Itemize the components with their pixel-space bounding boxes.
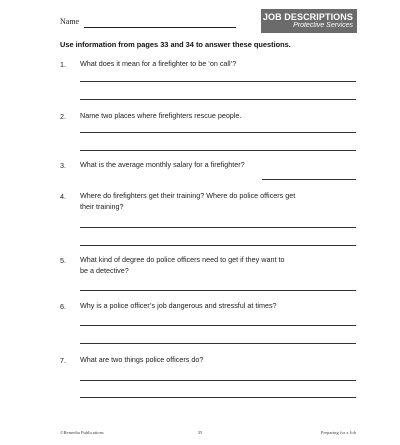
section-badge: [261, 9, 357, 33]
question-6-answer-line-2[interactable]: [80, 343, 356, 344]
question-7-answer-line-1[interactable]: [80, 380, 356, 381]
footer-book-title: Preparing for a Job: [320, 430, 356, 435]
question-2-answer-line-1[interactable]: [80, 132, 356, 133]
question-7-number: 7.: [60, 356, 66, 365]
name-label: Name: [60, 17, 80, 26]
question-7-text: What are two things police officers do?: [80, 355, 204, 364]
question-6-number: 6.: [60, 302, 66, 311]
question-4-answer-line-1[interactable]: [80, 227, 356, 228]
question-2-text: Name two places where firefighters rescue people.: [80, 111, 242, 120]
question-3-text: What is the average monthly salary for a firefighter?: [80, 160, 245, 169]
question-3-answer-line[interactable]: [262, 179, 356, 180]
question-3-number: 3.: [60, 161, 66, 170]
question-7-answer-line-2[interactable]: [80, 397, 356, 398]
question-2-answer-line-2[interactable]: [80, 150, 356, 151]
footer-publisher: ©Remedia Publications: [60, 430, 104, 435]
question-5-answer-line[interactable]: [80, 290, 356, 291]
question-6-text: Why is a police officer’s job dangerous and stressful at times?: [80, 301, 277, 310]
question-5-text: What kind of degree do police officers need to get if they want to be a detective?: [80, 255, 285, 275]
question-1-number: 1.: [60, 60, 66, 69]
footer-page-number: 35: [197, 430, 203, 435]
question-1-answer-line-2[interactable]: [80, 99, 356, 100]
question-1-answer-line-1[interactable]: [80, 81, 356, 82]
badge-subtitle: Protective Services: [293, 22, 353, 29]
question-5-number: 5.: [60, 256, 66, 265]
question-4-number: 4.: [60, 192, 66, 201]
badge-title: JOB DESCRIPTIONS: [262, 12, 353, 22]
question-6-answer-line-1[interactable]: [80, 325, 356, 326]
question-2-number: 2.: [60, 112, 66, 121]
instruction-text: Use information from pages 33 and 34 to answer these questions.: [60, 40, 291, 49]
question-1-text: What does it mean for a firefighter to be ‘on call’?: [80, 59, 237, 68]
name-answer-line[interactable]: [84, 27, 236, 28]
question-4-answer-line-2[interactable]: [80, 245, 356, 246]
question-4-text: Where do firefighters get their training? Where do police officers get their training?: [80, 191, 296, 211]
